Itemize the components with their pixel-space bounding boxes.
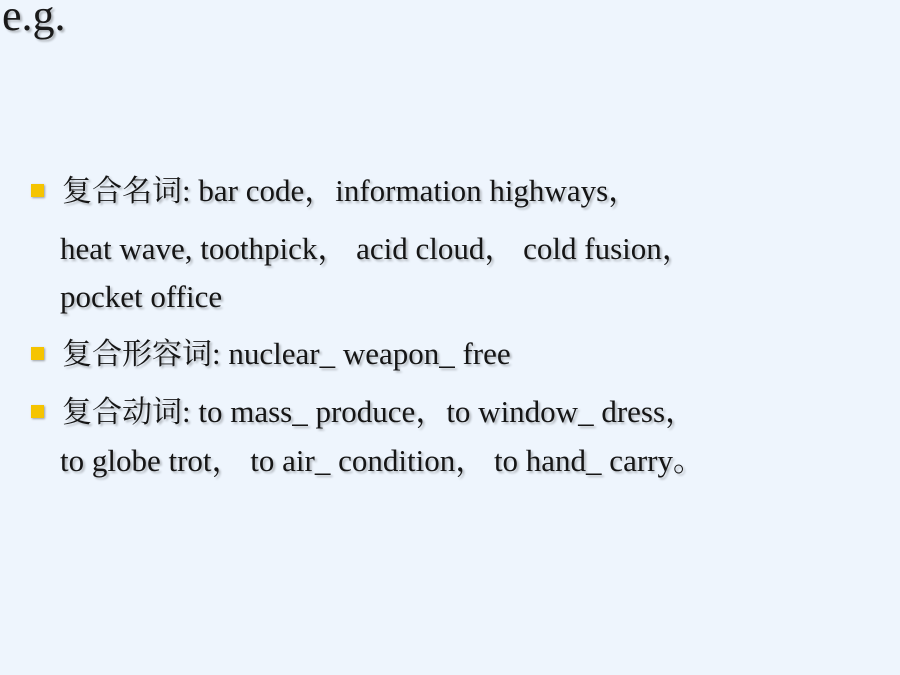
bullet-1-line-1 [62,167,639,216]
bullet-square-icon [31,347,44,360]
bullet-square-icon [31,405,44,418]
bullet-1-label: 复合名词 [62,174,182,209]
bullet-2-line-1 [62,330,511,379]
bullet-2-label: 复合形容词 [62,337,212,372]
bullet-3-label: 复合动词 [62,395,182,430]
slide-title: e.g. [2,0,66,40]
bullet-1-text: : bar code，information highways， [182,173,640,208]
bullet-3-line-1 [62,388,696,437]
bullet-1-line-2: heat wave, toothpick， acid cloud， cold fusion， [60,231,693,266]
bullet-3-line-2: to globe trot， to air_ condition， to hand_ carry。 [60,443,704,478]
bullet-1-line-3: pocket office [60,279,223,314]
bullet-2-text: : nuclear_ weapon_ free [212,336,511,371]
bullet-3-text: : to mass_ produce，to window_ dress， [182,394,697,429]
bullet-square-icon [31,184,44,197]
